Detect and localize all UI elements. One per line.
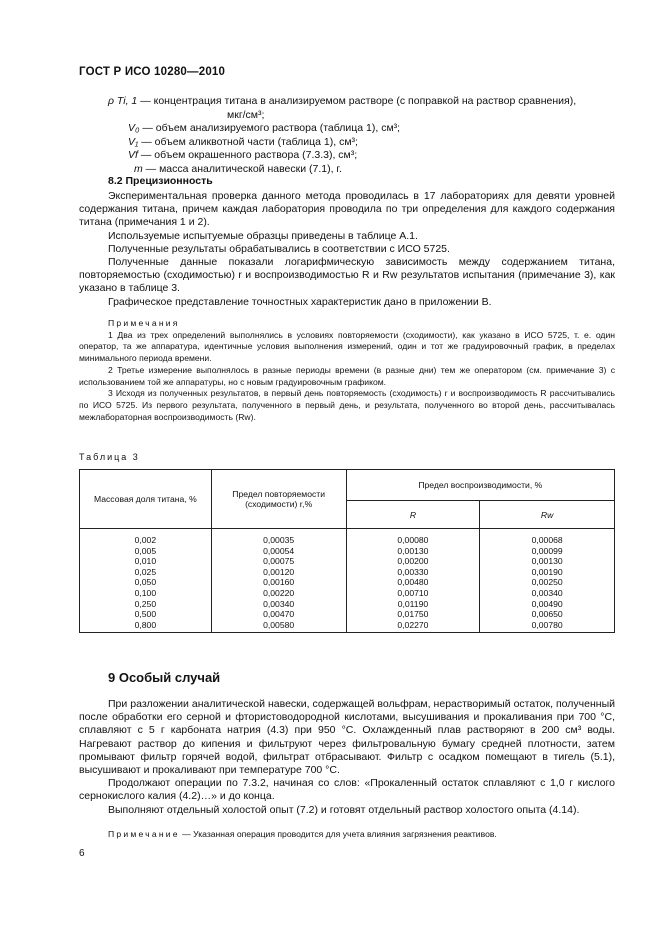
table-cell: 0,00130: [480, 556, 615, 567]
table-cell: 0,00068: [480, 529, 615, 546]
definition-row: [108, 109, 618, 123]
note-9-label: Примечание: [108, 829, 180, 839]
paragraph: Графическое представление точностных характеристик дано в приложении В.: [108, 295, 492, 308]
table-cell: 0,00650: [480, 609, 615, 620]
table-cell: 0,00490: [480, 599, 615, 610]
definition-symbol: ρ Ti, 1: [108, 95, 138, 107]
table-cell: 0,00080: [346, 529, 480, 546]
table-cell: 0,00250: [480, 577, 615, 588]
table-cell: 0,00160: [211, 577, 346, 588]
table-cell: 0,00220: [211, 588, 346, 599]
table-cell: 0,00340: [211, 599, 346, 610]
definition-text: — объем анализируемого раствора (таблица 1), см³;: [142, 122, 401, 134]
table-cell: 0,050: [80, 577, 212, 588]
section-8-2-body: [79, 190, 615, 309]
table-cell: 0,00099: [480, 546, 615, 557]
section-heading-9: 9 Особый случай: [108, 670, 221, 685]
paragraph: Полученные данные показали логарифмическую зависимость между содержанием титана, повторяемостью (сходимостью) r и воспроизводимостью R и Rw результатов испытания (примечание 3), как указано в таблице 3.: [79, 256, 615, 295]
table-cell: 0,00075: [211, 556, 346, 567]
definition-text: — масса аналитической навески (7.1), г.: [145, 162, 342, 175]
precision-table: [79, 469, 615, 633]
table-cell: 0,00710: [346, 588, 480, 599]
table-row: [80, 577, 615, 588]
table-cell: 0,00120: [211, 567, 346, 578]
document-header: ГОСТ Р ИСО 10280—2010: [79, 66, 226, 78]
definition-text: — концентрация титана в анализируемом растворе (с поправкой на раствор сравнения),: [140, 95, 577, 107]
table-row: [80, 546, 615, 557]
note-9-line: [79, 829, 615, 841]
table-row: [80, 556, 615, 567]
table-body: [80, 529, 615, 633]
section-9-body: [79, 698, 615, 817]
table-cell: 0,100: [80, 588, 212, 599]
table-row: [80, 620, 615, 633]
paragraph: Выполняют отдельный холостой опыт (7.2) и готовят отдельный раствор холостого опыта (4.14).: [108, 803, 580, 816]
definition-symbol: V₁: [128, 135, 139, 148]
table-cell: 0,02270: [346, 620, 480, 633]
paragraph: Продолжают операции по 7.3.2, начиная со слов: «Прокаленный остаток сплавляют с 1,0 г кислого сернокислого калия (4.2)…» и до конца.: [79, 777, 615, 803]
table-cell: 0,500: [80, 609, 212, 620]
notes-block: [79, 318, 615, 423]
definition-row: [108, 163, 618, 177]
table-cell: 0,800: [80, 620, 212, 633]
table-header-titanium: Массовая доля титана, %: [80, 470, 212, 529]
table-cell: 0,00480: [346, 577, 480, 588]
definition-text: мкг/см³;: [227, 108, 265, 121]
paragraph: Полученные результаты обрабатывались в соответствии с ИСО 5725.: [108, 242, 450, 255]
table-cell: 0,00340: [480, 588, 615, 599]
definitions-list: [108, 95, 618, 176]
table-cell: 0,00780: [480, 620, 615, 633]
note-item: 2 Третье измерение выполнялось в разные периоды времени (в разные дни) тем же оператором (см. примечание 3) с использованием той же аппаратуры, но с новым градуировочным графиком.: [79, 364, 615, 387]
definition-symbol: Vf: [128, 149, 138, 161]
note-item: 3 Исходя из полученных результатов, в первый день повторяемость (сходимость) r и воспроизводимость R рассчитывались по ИСО 5725. Из первого результата, полученного в первый день, и результата, полученного во второй день, рассчитывалась межлабораторная воспроизводимость (Rw).: [79, 388, 615, 422]
definition-symbol: V₀: [128, 122, 140, 134]
note-9: [79, 829, 615, 841]
definition-row: [108, 149, 618, 163]
table-cell: 0,00130: [346, 546, 480, 557]
table-cell: 0,00580: [211, 620, 346, 633]
table-cell: 0,002: [80, 529, 212, 546]
table-header-R: R: [346, 501, 480, 529]
table-caption: Таблица 3: [79, 452, 140, 462]
notes-title: Примечания: [108, 318, 180, 328]
table-header-reproducibility: Предел воспроизводимости, %: [346, 470, 614, 501]
paragraph: Используемые испытуемые образцы приведены в таблице А.1.: [108, 229, 418, 242]
definition-row: [108, 95, 618, 109]
section-heading-8-2: 8.2 Прецизионность: [108, 175, 213, 187]
definition-text: — объем окрашенного раствора (7.3.3), см³;: [140, 149, 358, 161]
definition-text: — объем аликвотной части (таблица 1), см³;: [141, 135, 358, 148]
definition-row: [108, 136, 618, 150]
table-cell: 0,00200: [346, 556, 480, 567]
table-row: [80, 599, 615, 610]
table-cell: 0,00330: [346, 567, 480, 578]
table-cell: 0,00190: [480, 567, 615, 578]
table-row: [80, 529, 615, 546]
table-cell: 0,01750: [346, 609, 480, 620]
note-item: 1 Два из трех определений выполнялись в условиях повторяемости (сходимости), как указано в ИСО 5725, т. е. один оператор, та же аппаратура, идентичные условия выполнения измерений, один и тот же градуировочный график, в пределах минимального периода времени.: [79, 329, 615, 364]
table-header-repeatability: Предел повторяемости (сходимости) r,%: [211, 470, 346, 529]
table-cell: 0,005: [80, 546, 212, 557]
table-header-Rw: Rw: [480, 501, 615, 529]
paragraph: При разложении аналитической навески, содержащей вольфрам, нерастворимый остаток, полученный после обработки его серной и фтористоводородной кислотами, высушивания и прокаливания при 700 °С, сплавляют с 5 г карбоната натрия (4.3) при 950 °С. Охлажденный плав растворяют в 200 см³ воды. Нагревают раствор до кипения и фильтруют через фильтровальную бумагу средней плотности, затем промывают фильтр горячей водой, фильтрат отбрасывают. Фильтр с осадком помещают в тигель (5.1), высушивают и прокаливают при температуре 700 °С.: [79, 698, 615, 777]
note-9-text: — Указанная операция проводится для учета влияния загрязнения реактивов.: [182, 829, 497, 839]
paragraph: Экспериментальная проверка данного метода проводилась в 17 лабораториях для девяти уровней содержания титана, причем каждая лаборатория проводила по три определения для каждого содержания титана (примечания 1 и 2).: [79, 190, 615, 229]
table-cell: 0,010: [80, 556, 212, 567]
table-row: [80, 609, 615, 620]
table-cell: 0,00054: [211, 546, 346, 557]
definition-row: [108, 122, 618, 136]
table-cell: 0,00035: [211, 529, 346, 546]
table-cell: 0,250: [80, 599, 212, 610]
definition-symbol: m: [134, 162, 143, 175]
table-row: [80, 588, 615, 599]
table-row: [80, 567, 615, 578]
table-cell: 0,025: [80, 567, 212, 578]
table-cell: 0,01190: [346, 599, 480, 610]
page-number: 6: [79, 848, 85, 859]
table-cell: 0,00470: [211, 609, 346, 620]
